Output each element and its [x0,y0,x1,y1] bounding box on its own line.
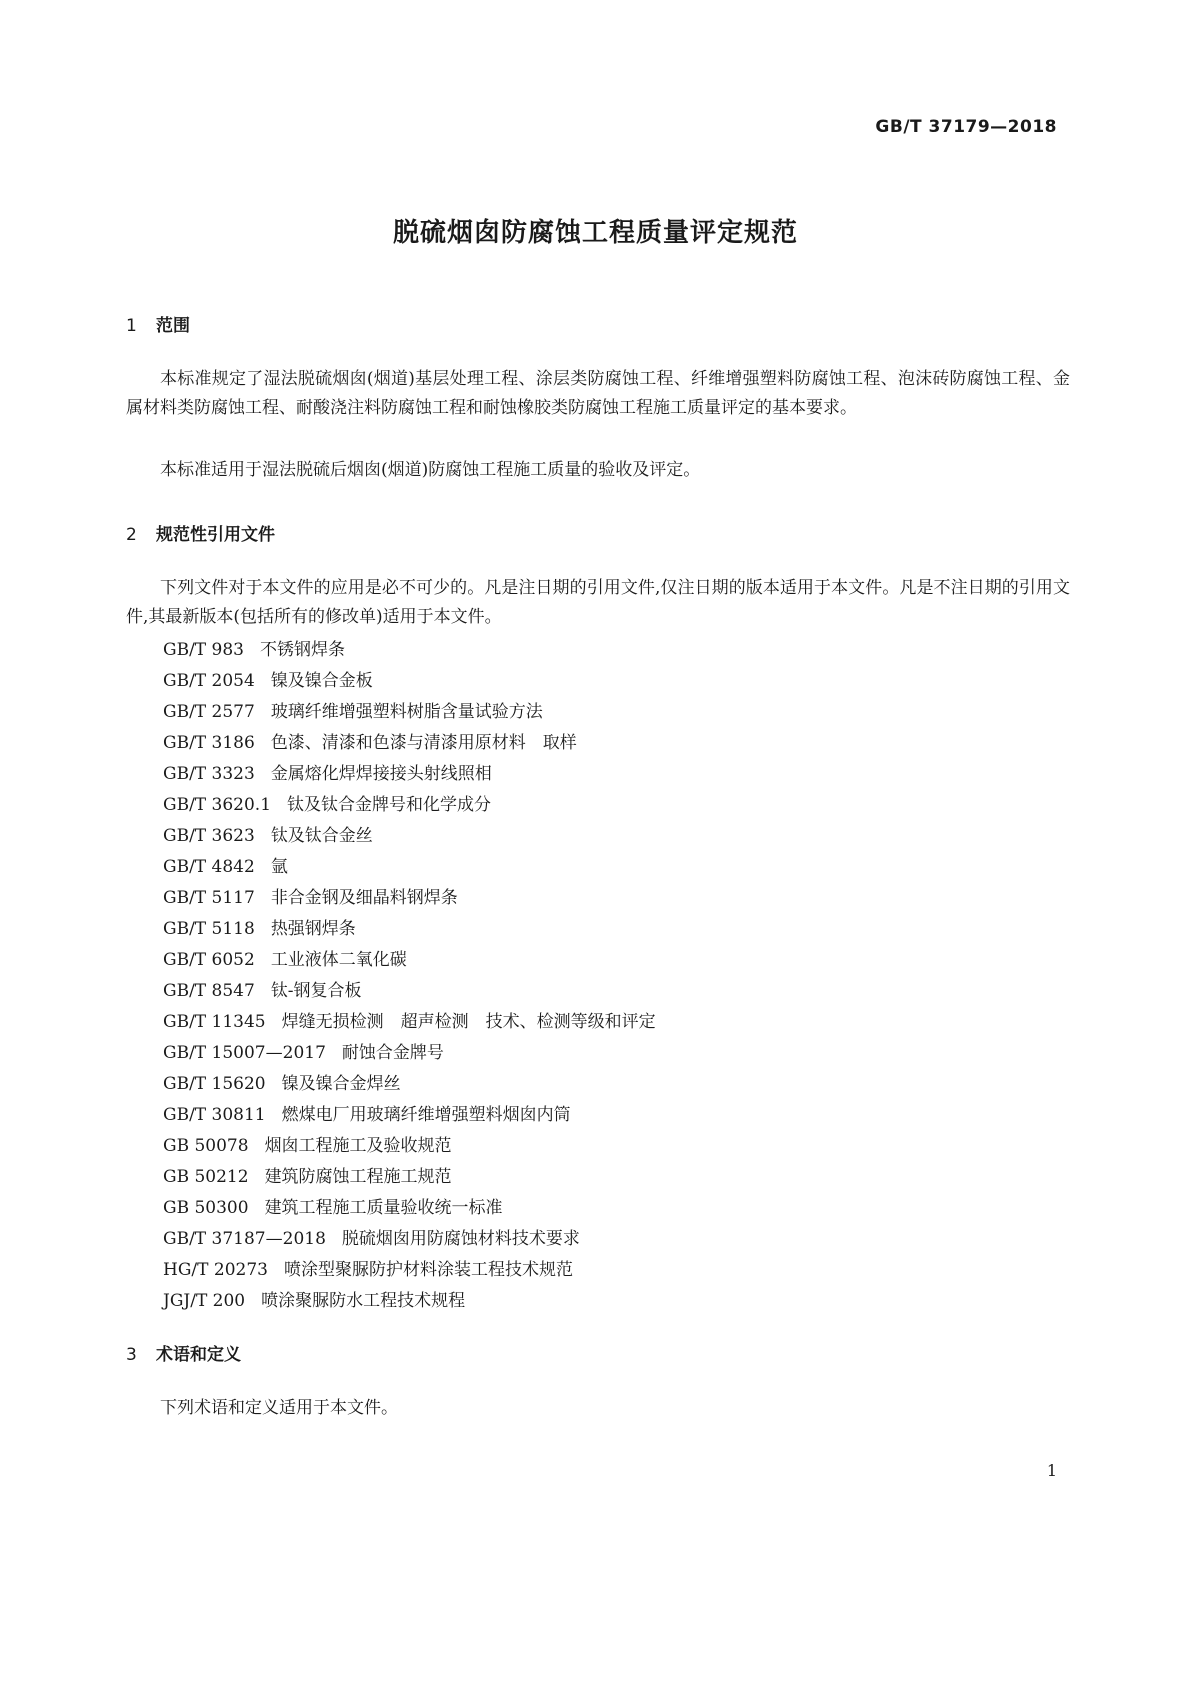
reference-code: GB/T 15007—2017 [163,1043,326,1063]
document-title: 脱硫烟囱防腐蚀工程质量评定规范 [392,218,798,248]
reference-code: GB 50212 [163,1167,249,1187]
reference-title: 非合金钢及细晶料钢焊条 [270,888,458,908]
list-item [163,1286,656,1317]
terms-intro-paragraph: 下列术语和定义适用于本文件。 [160,1398,398,1418]
reference-code: GB/T 5117 [163,888,255,908]
list-item [163,945,656,976]
reference-title: 氩 [270,857,288,877]
list-item [163,1100,656,1131]
reference-title: 钛-钢复合板 [270,981,362,1001]
list-item [163,1193,656,1224]
list-item [163,666,656,697]
section-heading-terms-definitions [126,1340,241,1365]
list-item [163,976,656,1007]
list-item [163,635,656,666]
list-item [163,759,656,790]
reference-code: GB/T 8547 [163,981,255,1001]
reference-code: GB/T 11345 [163,1012,266,1032]
reference-title: 燃煤电厂用玻璃纤维增强塑料烟囱内筒 [281,1105,571,1125]
references-intro-paragraph: 下列文件对于本文件的应用是必不可少的。凡是注日期的引用文件,仅注日期的版本适用于本文件。凡是不注日期的引用文件,其最新版本(包括所有的修改单)适用于本文件。 [126,578,1070,627]
reference-title: 脱硫烟囱用防腐蚀材料技术要求 [341,1229,580,1249]
list-item [163,1038,656,1069]
section-heading-scope [126,311,190,336]
list-item [163,1224,656,1255]
reference-code: GB/T 983 [163,640,244,660]
reference-code: GB/T 30811 [163,1105,266,1125]
list-item [163,821,656,852]
list-item [163,1131,656,1162]
reference-list [163,635,656,1317]
section-number: 2 [126,525,137,545]
reference-code: GB/T 5118 [163,919,255,939]
list-item [163,914,656,945]
reference-code: GB/T 2054 [163,671,255,691]
page-number: 1 [1046,1461,1057,1480]
list-item [163,1255,656,1286]
list-item [163,883,656,914]
section-title: 范围 [156,316,190,336]
list-item [163,790,656,821]
standard-code: GB/T 37179—2018 [875,117,1057,137]
list-item [163,697,656,728]
scope-paragraph-1: 本标准规定了湿法脱硫烟囱(烟道)基层处理工程、涂层类防腐蚀工程、纤维增强塑料防腐蚀工程、泡沫砖防腐蚀工程、金属材料类防腐蚀工程、耐酸浇注料防腐蚀工程和耐蚀橡胶类防腐蚀工程施工质量评定的基本要求。 [126,369,1070,418]
reference-title: 镍及镍合金焊丝 [281,1074,401,1094]
reference-code: GB/T 2577 [163,702,255,722]
list-item [163,1162,656,1193]
reference-code: GB/T 3623 [163,826,255,846]
reference-title: 色漆、清漆和色漆与清漆用原材料 取样 [270,733,577,753]
reference-title: 玻璃纤维增强塑料树脂含量试验方法 [270,702,543,722]
scope-paragraph-2: 本标准适用于湿法脱硫后烟囱(烟道)防腐蚀工程施工质量的验收及评定。 [160,460,701,480]
reference-code: JGJ/T 200 [163,1291,246,1311]
reference-code: GB/T 6052 [163,950,255,970]
reference-title: 镍及镍合金板 [270,671,373,691]
reference-title: 焊缝无损检测 超声检测 技术、检测等级和评定 [281,1012,656,1032]
reference-title: 耐蚀合金牌号 [341,1043,444,1063]
reference-code: GB 50300 [163,1198,249,1218]
reference-code: GB/T 3323 [163,764,255,784]
reference-title: 喷涂聚脲防水工程技术规程 [261,1291,466,1311]
reference-code: GB 50078 [163,1136,249,1156]
reference-title: 烟囱工程施工及验收规范 [264,1136,452,1156]
reference-title: 喷涂型聚脲防护材料涂装工程技术规范 [283,1260,573,1280]
section-number: 1 [126,316,137,336]
list-item [163,1007,656,1038]
reference-code: GB/T 3620.1 [163,795,272,815]
reference-code: GB/T 15620 [163,1074,266,1094]
reference-title: 钛及钛合金牌号和化学成分 [287,795,492,815]
reference-title: 热强钢焊条 [270,919,356,939]
reference-code: GB/T 3186 [163,733,255,753]
reference-code: HG/T 20273 [163,1260,268,1280]
reference-title: 建筑防腐蚀工程施工规范 [264,1167,452,1187]
list-item [163,852,656,883]
reference-code: GB/T 4842 [163,857,255,877]
reference-title: 不锈钢焊条 [260,640,345,660]
reference-code: GB/T 37187—2018 [163,1229,326,1249]
section-title: 规范性引用文件 [156,525,275,545]
list-item [163,728,656,759]
section-number: 3 [126,1345,137,1365]
reference-title: 工业液体二氧化碳 [270,950,407,970]
section-title: 术语和定义 [156,1345,241,1365]
reference-title: 建筑工程施工质量验收统一标准 [264,1198,503,1218]
section-heading-normative-references [126,520,275,545]
reference-title: 金属熔化焊焊接接头射线照相 [270,764,492,784]
reference-title: 钛及钛合金丝 [270,826,373,846]
list-item [163,1069,656,1100]
